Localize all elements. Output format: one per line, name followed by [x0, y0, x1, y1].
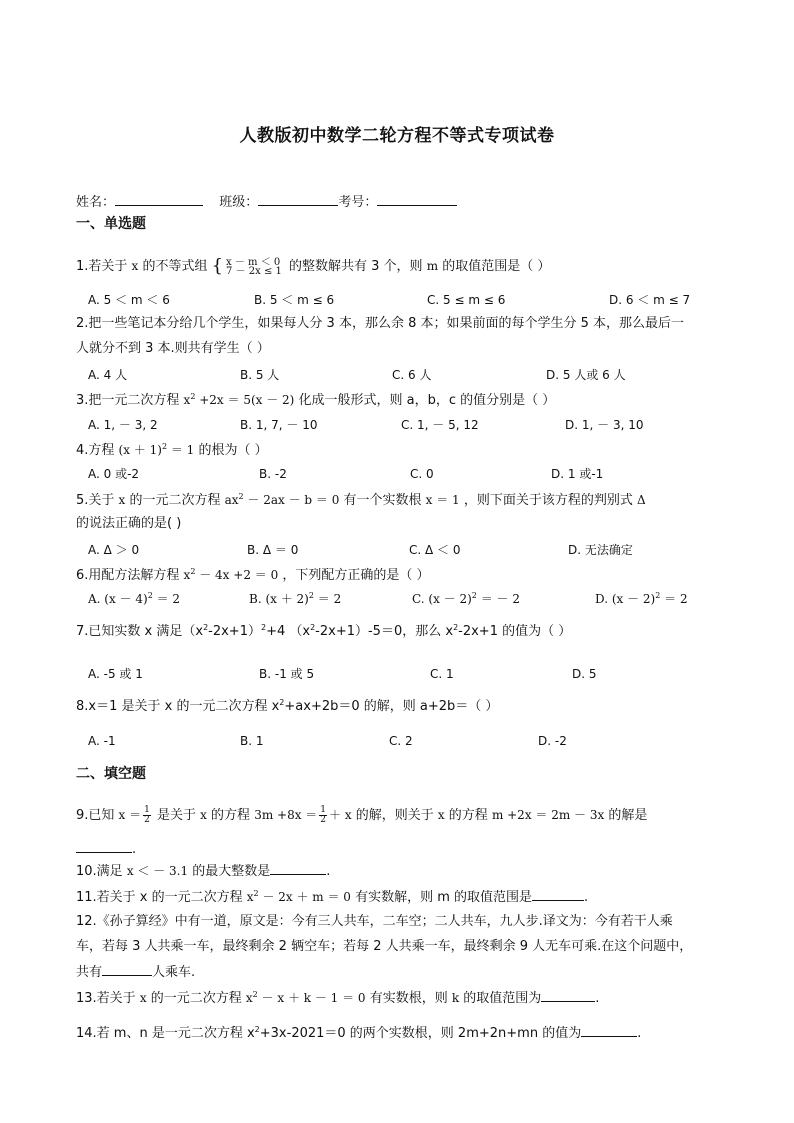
student-info-line — [76, 193, 457, 212]
q7-text-a: 7.已知实数 x 满足（x — [76, 624, 204, 639]
q6-option-a-exp: 2 — [147, 591, 153, 600]
q8-option-a[interactable]: A. -1 — [88, 734, 116, 748]
q11-exp: 2 — [253, 889, 259, 898]
q8-option-c[interactable]: C. 2 — [389, 734, 413, 748]
q2-option-c[interactable]: C. 6 人 — [392, 368, 432, 382]
q7-exp-2: 2 — [260, 623, 267, 632]
q6-equation — [184, 568, 279, 582]
exam-number-blank[interactable] — [377, 193, 457, 206]
q7-option-c[interactable]: C. 1 — [430, 667, 454, 681]
q5-text-post: ，则下面关于该方程的判别式 — [459, 493, 637, 508]
q14-exp: 2 — [254, 1025, 260, 1034]
q5-option-b[interactable]: B. Δ ＝ 0 — [247, 543, 299, 557]
section-heading-fill-blank: 二、填空题 — [76, 766, 146, 782]
question-2-line-1: 2.把一些笔记本分给几个学生，如果每人分 3 本，那么余 8 本；如果前面的每个学生分 5 本，那么最后一 — [76, 316, 685, 331]
q4-text-post: 的根为（ ） — [194, 443, 268, 458]
q7-option-b[interactable]: B. -1 或 5 — [259, 667, 315, 681]
q4-eq-a: (x ＋ 1) — [118, 443, 162, 457]
q5-exp: 2 — [238, 492, 244, 501]
q11-answer-blank[interactable] — [532, 888, 584, 901]
q1-ineq2: 7 － 2x ≤ 1 — [226, 265, 282, 277]
q11-eq-a: x — [246, 890, 254, 904]
question-14 — [76, 1024, 641, 1043]
q6-option-c[interactable] — [412, 591, 520, 607]
q7-text-d: -2x+1）-5＝0，那么 x — [315, 624, 454, 639]
q4-option-d[interactable]: D. 1 或-1 — [551, 467, 604, 481]
question-2-line-2: 人就分不到 3 本.则共有学生（ ） — [76, 341, 270, 356]
q9-frac2-num: 1 — [320, 805, 327, 815]
q8-exp: 2 — [279, 698, 285, 707]
q7-text-b: -2x+1） — [208, 624, 261, 639]
q1-option-b[interactable]: B. 5 ＜ m ≤ 6 — [254, 293, 335, 307]
q11-period: . — [584, 890, 589, 905]
q1-text-mid: 的不等式组 — [138, 259, 212, 274]
q5-delta: Δ — [636, 493, 646, 507]
q3-equation — [184, 393, 295, 407]
q10-text: 10.满足 — [76, 864, 127, 879]
q6-text: 6.用配方法解方程 — [76, 568, 184, 583]
q5-eq-b: － 2ax － b ＝ 0 — [243, 493, 340, 507]
q7-exp-1: 2 — [203, 623, 209, 632]
q7-text-e: -2x+1 的值为（ ） — [458, 624, 572, 639]
question-1 — [76, 257, 550, 276]
q9-eq-b: ＋ x — [329, 808, 352, 822]
question-7 — [76, 623, 571, 641]
q1-text-post: 的整数解共有 3 个，则 — [284, 259, 427, 274]
q9-frac1-den: 2 — [144, 815, 150, 825]
class-blank[interactable] — [258, 193, 338, 206]
q6-option-c-rhs: ＝ － 2 — [476, 592, 520, 606]
q2-option-b[interactable]: B. 5 人 — [240, 368, 280, 382]
question-5-line-2: 的说法正确的是( ) — [76, 516, 182, 531]
q9-text-mid: 是关于 — [152, 808, 201, 823]
q6-option-d[interactable] — [595, 591, 688, 607]
q1-var: x — [131, 259, 139, 273]
q13-var: x — [139, 991, 147, 1005]
question-9 — [76, 806, 647, 825]
q9-fraction-2 — [319, 806, 327, 825]
q3-option-c[interactable]: C. 1, － 5, 12 — [401, 418, 479, 432]
q11-text-post: 有实数解，则 m 的取值范围是 — [350, 890, 533, 905]
q9-text-mid2: 的方程 — [206, 808, 255, 823]
q3-text-post: 化成一般形式，则 a，b，c 的值分别是（ ） — [294, 393, 556, 408]
q9-eq-a: 3m +8x ＝ — [254, 808, 318, 822]
q3-eq-a: x — [183, 393, 191, 407]
q11-text: 11.若关于 x 的一元二次方程 — [76, 890, 247, 905]
q6-option-d-base: D. (x － 2) — [595, 592, 656, 606]
q5-equation — [225, 493, 340, 507]
q5-option-a[interactable]: A. Δ ＞ 0 — [88, 543, 140, 557]
q2-option-d[interactable]: D. 5 人或 6 人 — [546, 368, 626, 382]
q5-var: x — [118, 493, 126, 507]
q5-text: 5.关于 — [76, 493, 119, 508]
q3-option-b[interactable]: B. 1, 7, － 10 — [240, 418, 318, 432]
class-label: 班级： — [219, 195, 259, 210]
q6-option-b-exp: 2 — [308, 591, 314, 600]
q10-inequality: x ＜ － 3.1 — [126, 864, 189, 878]
q13-equation — [246, 991, 366, 1005]
q2-option-a[interactable]: A. 4 人 — [88, 368, 128, 382]
question-3 — [76, 391, 555, 410]
q9-frac1-num: 1 — [144, 805, 150, 815]
q9-text: 9.已知 — [76, 808, 119, 823]
q11-eq-b: － 2x ＋ m ＝ 0 — [258, 890, 351, 904]
q5-option-c[interactable]: C. Δ ＜ 0 — [409, 543, 461, 557]
q8-option-d[interactable]: D. -2 — [538, 734, 567, 748]
q13-answer-blank[interactable] — [541, 989, 595, 1002]
q14-answer-blank[interactable] — [581, 1024, 637, 1037]
question-12-line-3 — [76, 963, 195, 982]
question-11 — [76, 888, 588, 907]
q9-var2: x — [437, 808, 445, 822]
q4-option-b[interactable]: B. -2 — [259, 467, 287, 481]
q1-text: 1.若关于 — [76, 259, 132, 274]
q8-option-b[interactable]: B. 1 — [240, 734, 264, 748]
q4-option-c[interactable]: C. 0 — [410, 467, 434, 481]
exam-label: 考号： — [338, 195, 378, 210]
name-label: 姓名： — [76, 195, 116, 210]
q1-option-c[interactable]: C. 5 ≤ m ≤ 6 — [427, 293, 506, 307]
page-title: 人教版初中数学二轮方程不等式专项试卷 — [239, 126, 555, 146]
q1-ineq1: x － m ＜ 0 — [226, 256, 281, 268]
q6-text-post: ，下列配方正确的是（ ） — [278, 568, 430, 583]
q14-text-a: 14.若 m、n 是一元二次方程 x — [76, 1026, 255, 1041]
q3-text: 3.把一元二次方程 — [76, 393, 184, 408]
q1-option-a[interactable]: A. 5 ＜ m ＜ 6 — [88, 293, 170, 307]
q9-answer-blank[interactable] — [76, 840, 132, 853]
q12-text-pre: 共有 — [76, 965, 103, 980]
q9-var: x — [200, 808, 207, 822]
q1-text-end: 的取值范围是（ ） — [438, 259, 551, 274]
q3-option-d[interactable]: D. 1, － 3, 10 — [565, 418, 644, 432]
q9-text-post: 的解是 — [604, 808, 648, 823]
q1-brace: { — [211, 255, 224, 277]
q1-option-d[interactable]: D. 6 ＜ m ≤ 7 — [609, 293, 691, 307]
q13-eq-a: x — [245, 991, 253, 1005]
q4-option-a[interactable]: A. 0 或-2 — [88, 467, 140, 481]
q12-text-post: 人乘车. — [152, 965, 196, 980]
q4-eq-b: ＝ 1 — [167, 443, 195, 457]
question-13 — [76, 989, 599, 1008]
question-10 — [76, 862, 330, 881]
q10-period: . — [326, 864, 331, 879]
question-6 — [76, 566, 430, 585]
q13-text-mid2: 有实数根，则 — [365, 991, 452, 1006]
q9-fraction-1 — [143, 806, 151, 825]
q1-inequality-system — [226, 258, 282, 276]
q5-root: x ＝ 1 — [425, 493, 460, 507]
q6-option-c-base: C. (x － 2) — [412, 592, 472, 606]
q8-text-b: +ax+2b＝0 的解，则 a+2b＝（ ） — [284, 699, 499, 714]
q13-text-post: 的取值范围为 — [459, 991, 542, 1006]
q4-exp: 2 — [161, 442, 168, 451]
q9-eq2: m +2x ＝ 2m － 3x — [491, 808, 605, 822]
q6-eq-a: x — [183, 568, 191, 582]
q13-eq-b: － x ＋ k － 1 ＝ 0 — [257, 991, 366, 1005]
q12-answer-blank[interactable] — [102, 963, 152, 976]
q3-eq-b: +2x ＝ 5(x － 2) — [195, 393, 295, 407]
question-12-line-1: 12.《孙子算经》中有一道，原文是：今有三人共车，二车空；二人共车，九人步.译文为：今有若干人乘 — [76, 914, 673, 929]
q7-option-d[interactable]: D. 5 — [572, 667, 597, 681]
q5-text-mid: 的一元二次方程 — [125, 493, 225, 508]
q10-text-post: 的最大整数是 — [188, 864, 271, 879]
section-heading-single-choice: 一、单选题 — [76, 216, 146, 232]
q14-text-b: +3x-2021＝0 的两个实数根，则 2m+2n+mn 的值为 — [259, 1026, 582, 1041]
q6-eq-b: － 4x +2 ＝ 0 — [195, 568, 279, 582]
q14-period: . — [637, 1026, 642, 1041]
q13-text: 13.若关于 — [76, 991, 140, 1006]
q6-option-d-exp: 2 — [655, 591, 661, 600]
question-8 — [76, 698, 498, 716]
q9-text-mid4: 的方程 — [444, 808, 492, 823]
q6-exp: 2 — [190, 567, 196, 576]
q13-k: k — [451, 991, 460, 1005]
q5-text-mid2: 有一个实数根 — [339, 493, 426, 508]
q3-option-a[interactable]: A. 1, － 3, 2 — [88, 418, 158, 432]
q6-option-a[interactable] — [88, 591, 180, 607]
q6-option-a-base: A. (x － 4) — [88, 592, 148, 606]
q7-exp-3: 2 — [310, 623, 316, 632]
question-5-line-1 — [76, 491, 646, 510]
q4-equation — [119, 443, 195, 457]
q1-m: m — [426, 259, 439, 273]
q13-period: . — [595, 991, 600, 1006]
q4-text: 4.方程 — [76, 443, 119, 458]
q6-option-a-rhs: ＝ 2 — [152, 592, 181, 606]
q7-exp-4: 2 — [453, 623, 459, 632]
question-9-line-2 — [76, 840, 136, 859]
q3-exp: 2 — [190, 392, 196, 401]
q5-option-d[interactable]: D. 无法确定 — [568, 543, 633, 557]
q6-option-c-exp: 2 — [471, 591, 477, 600]
question-12-line-2: 车，若每 3 人共乘一车，最终剩余 2 辆空车；若每 2 人共乘一车，最终剩余 9 人无车可乘.在这个问题中， — [76, 939, 693, 954]
q6-option-b[interactable] — [249, 591, 341, 607]
q9-frac2-den: 2 — [320, 815, 327, 825]
q6-option-b-rhs: ＝ 2 — [313, 592, 342, 606]
name-blank[interactable] — [115, 193, 203, 206]
question-4 — [76, 441, 268, 460]
q11-equation — [247, 890, 351, 904]
q7-option-a[interactable]: A. -5 或 1 — [88, 667, 143, 681]
q10-answer-blank[interactable] — [270, 862, 326, 875]
q6-option-d-rhs: ＝ 2 — [660, 592, 688, 606]
q13-text-mid: 的一元二次方程 — [146, 991, 246, 1006]
q9-text-mid3: 的解，则关于 — [351, 808, 438, 823]
q5-eq-a: ax — [224, 493, 239, 507]
q7-text-c: +4 （x — [266, 624, 311, 639]
q9-x-eq: x ＝ — [118, 808, 142, 822]
q13-exp: 2 — [252, 990, 258, 999]
q8-text-a: 8.x＝1 是关于 x 的一元二次方程 x — [76, 699, 280, 714]
q9-period: . — [132, 842, 137, 857]
q6-option-b-base: B. (x ＋ 2) — [249, 592, 309, 606]
